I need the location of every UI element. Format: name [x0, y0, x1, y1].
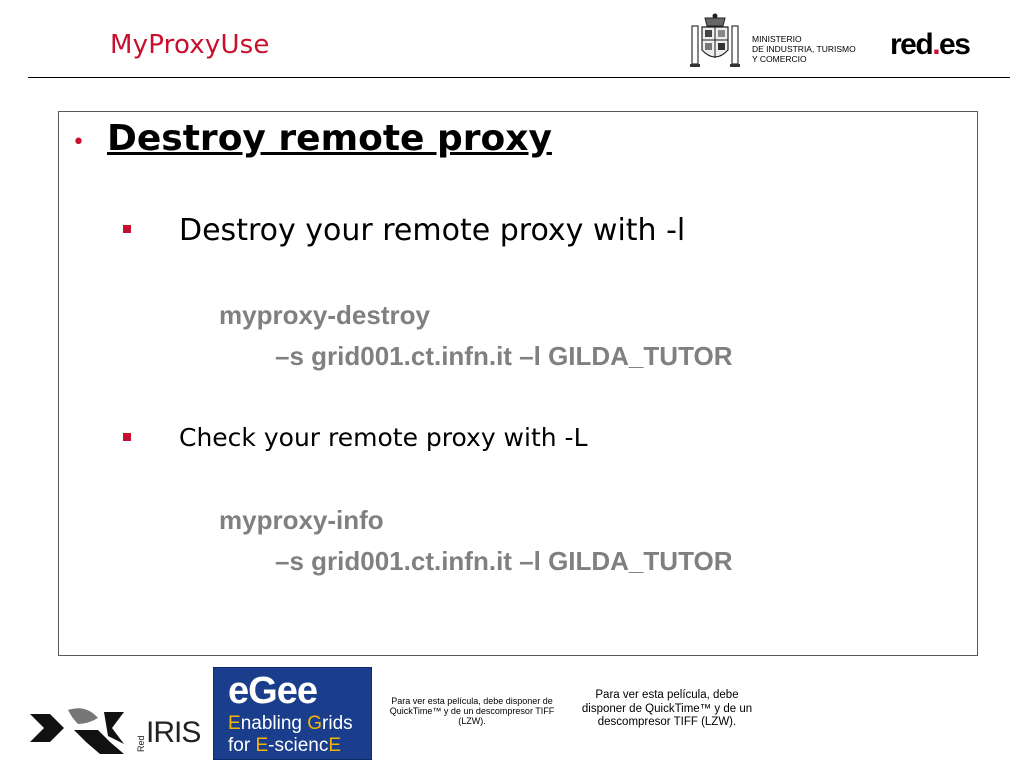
egee-logo-text: eGee [228, 670, 317, 712]
egee-tagline-2-part-b: E [255, 735, 269, 756]
command-destroy-args: –s grid001.ct.infn.it –l GILDA_TUTOR [275, 341, 733, 371]
bullet-item-check: Check your remote proxy with -L [179, 423, 588, 452]
header-divider [28, 77, 1010, 78]
quicktime-placeholder-small: Para ver esta película, debe disponer de QuickTime™ y de un descompresor TIFF (LZW). [389, 696, 555, 726]
command-info-args: –s grid001.ct.infn.it –l GILDA_TUTOR [275, 546, 733, 576]
page-title: MyProxyUse [110, 30, 270, 60]
egee-tagline-1 [228, 714, 353, 734]
rede-logo-prefix: red [890, 28, 933, 61]
egee-tagline-2 [228, 736, 341, 756]
rediris-logo-icon [28, 706, 128, 756]
egee-tagline-2-part-c: -scienc [268, 735, 329, 756]
rede-logo [890, 28, 969, 62]
square-bullet-icon [123, 433, 131, 441]
egee-tagline-1-part-c: G [307, 713, 323, 734]
egee-tagline-1-part-a: E [228, 713, 241, 734]
command-info: myproxy-info [219, 505, 384, 535]
rede-logo-suffix: es [939, 28, 970, 61]
rede-logo-dot: . [932, 28, 940, 61]
slide-heading: Destroy remote proxy [107, 118, 552, 159]
ministry-line-1: MINISTERIO [752, 34, 802, 44]
command-destroy: myproxy-destroy [219, 300, 430, 330]
egee-tagline-2-part-d: E [328, 735, 342, 756]
coat-of-arms-icon [688, 12, 742, 70]
egee-logo [213, 667, 372, 760]
rediris-red-label: Red [136, 735, 146, 752]
egee-tagline-1-part-d: rids [322, 713, 353, 734]
egee-tagline-1-part-b: nabling [240, 713, 308, 734]
bullet-icon: • [72, 130, 85, 155]
egee-tagline-2-part-a: for [228, 735, 256, 756]
ministry-label [752, 34, 856, 64]
rediris-label: IRIS [146, 716, 201, 749]
bullet-item-destroy: Destroy your remote proxy with -l [179, 213, 686, 248]
ministry-line-2: DE INDUSTRIA, TURISMO [752, 44, 856, 54]
quicktime-placeholder-large: Para ver esta película, debe disponer de QuickTime™ y de un descompresor TIFF (LZW). [581, 689, 753, 728]
square-bullet-icon [123, 225, 131, 233]
ministry-line-3: Y COMERCIO [752, 54, 807, 64]
